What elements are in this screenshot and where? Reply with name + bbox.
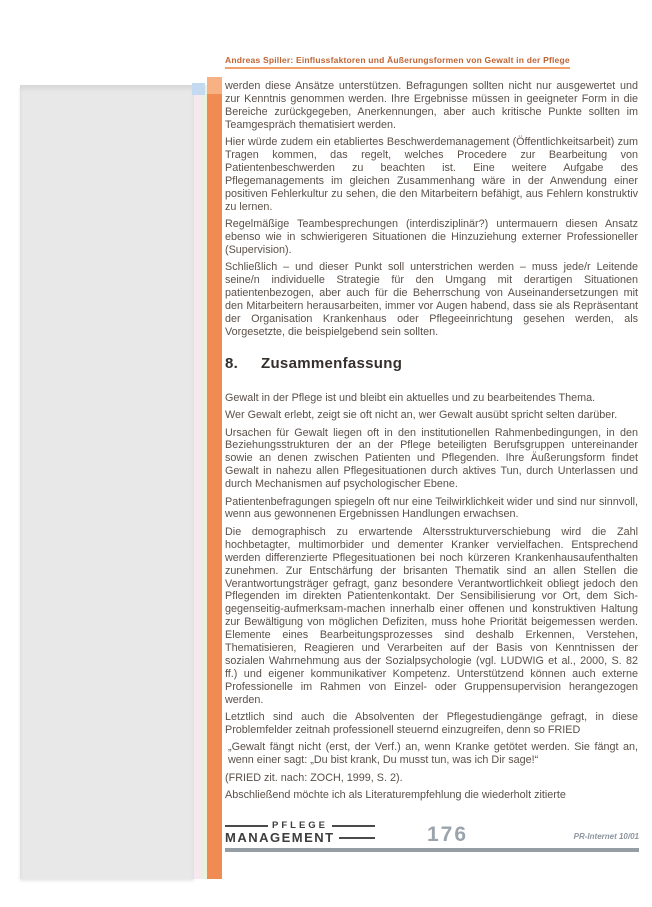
section-heading — [225, 355, 638, 372]
body-paragraph: Schließlich – und dieser Punkt soll unterstrichen werden – muss jede/r Leitende seine/n individuelle Strategie für den Umgang mit derartigen Situationen patientenbezogen, aber auch für die Beherrschung von Auseinandersetzungen mit den Mitarbeitern herausarbeiten, immer vor Augen habend, dass sie als Repräsentant der Organisation Krankenhaus oder Pflegeeinrichtung gesehen werden, als Vorgesetzte, die beispielgebend sein sollten. — [225, 261, 638, 338]
running-header — [225, 55, 638, 69]
citation-line: (FRIED zit. nach: ZOCH, 1999, S. 2). — [225, 771, 403, 784]
logo-word-pflege: PFLEGE — [272, 820, 329, 831]
body-paragraph: Letztlich sind auch die Absolventen der Pflegestudiengänge gefragt, in diese Problemfelder zeitnah professionell steuernd einzugreifen, denn so FRIED — [225, 711, 638, 736]
running-header-text: Andreas Spiller: Einflussfaktoren und Äußerungsformen von Gewalt in der Pflege — [225, 55, 570, 69]
body-paragraph: Abschließend möchte ich als Literaturempfehlung die wiederholt zitierte — [225, 789, 566, 802]
section-number: 8. — [225, 354, 239, 372]
body-paragraph: Regelmäßige Teambesprechungen (interdisziplinär?) untermauern diesen Ansatz ebenso wie in schwierigeren Situationen die Hinzuziehung externer Professioneller (Supervision). — [225, 218, 638, 256]
logo-line-2 — [225, 830, 375, 845]
page-footer — [225, 820, 639, 852]
pflege-management-logo — [225, 820, 375, 845]
logo-rule-left — [225, 825, 268, 827]
page-number: 176 — [427, 823, 469, 846]
logo-word-management: MANAGEMENT — [225, 830, 335, 845]
quote-paragraph: „Gewalt fängt nicht (erst, der Verf.) an, wenn Kranke getötet werden. Sie fängt an, wenn einer sagt: „Du bist krank, Du musst tun, was ich Dir sage!“ — [228, 741, 638, 767]
logo-rule-right — [332, 825, 375, 827]
orange-margin-bar — [207, 77, 222, 879]
article-column — [225, 55, 638, 807]
body-paragraph: Die demographisch zu erwartende Altersstrukturverschiebung wird die Zahl hochbetagter, multimorbider und dementer Kranker vervielfachen. Entsprechend werden differenzierte Pflegesituationen bei noch kürzeren Krankenhausaufenthalten zunehmen. Zur Entschärfung der brisanten Thematik sind an allen Stellen die Verantwortungsträger gefragt, ganz besondere Verantwortlichkeit obliegt jedoch den Pflegenden im direkten Patientenkontakt. Der Sensibilisierung vor Ort, dem Sich-gegenseitig-aufmerksam-machen innerhalb einer offenen und konstruktiven Haltung zur Bewältigung von möglichen Defiziten, muss hohe Priorität beigemessen werden. Elemente eines Bearbeitungsprozesses sind deshalb Erkennen, Verstehen, Thematisieren, Reagieren und Verarbeiten auf der Basis von Kenntnissen der sozialen Wahrnehmung aus der Sozialpsychologie (vgl. LUDWIG et al., 2000, S. 82 ff.) und eigener kommunikativer Kompetenz. Unterstützend können auch externe Professionelle im Rahmen von Einzel- oder Gruppensupervision herangezogen werden. — [225, 525, 638, 706]
left-gray-scan-band — [20, 85, 194, 879]
orange-margin-bar-cap — [207, 77, 222, 94]
blue-scan-chip — [192, 83, 205, 95]
logo-rule-tail — [339, 837, 375, 839]
body-paragraph: Patientenbefragungen spiegeln oft nur eine Teilwirklichkeit wider und sind nur sinnvoll, wenn aus gewonnenen Ergebnissen Handlungen erwachsen. — [225, 495, 638, 521]
footer-rule — [225, 848, 639, 852]
section-title: Zusammenfassung — [261, 354, 403, 372]
journal-reference: PR-Internet 10/01 — [573, 832, 639, 841]
body-paragraph: Gewalt in der Pflege ist und bleibt ein aktuelles und zu bearbeitendes Thema. — [225, 391, 596, 404]
footer-row — [225, 820, 639, 845]
body-paragraph: Ursachen für Gewalt liegen oft in den institutionellen Rahmenbedingungen, in den Beziehungsstrukturen der an der Pflege beteiligten Berufsgruppen untereinander sowie an denen zwischen Patienten und Pflegenden. Ihre Äußerungsform findet Gewalt in nahezu allen Pflegesituationen durch aktives Tun, durch Unterlassen und durch Mechanismen auf psychologischer Ebene. — [225, 426, 638, 491]
body-paragraph: Hier würde zudem ein etabliertes Beschwerdemanagement (Öffentlichkeitsarbeit) zum Tragen kommen, das regelt, welches Procedere zur Bearbeitung von Patientenbeschwerden zu beachten ist. Eine weitere Aufgabe des Pflegemanagements im gleichen Zusammenhang wäre in der Anwendung einer positiven Fehlerkultur zu sehen, die den Mitarbeitern befähigt, aus Fehlern konstruktiv zu lernen. — [225, 136, 638, 213]
pink-scan-fringe — [194, 85, 201, 879]
article-body — [225, 80, 638, 802]
body-paragraph: Wer Gewalt erlebt, zeigt sie oft nicht an, wer Gewalt ausübt spricht selten darüber. — [225, 409, 618, 422]
body-paragraph: werden diese Ansätze unterstützen. Befragungen sollten nicht nur ausgewertet und zur Kenntnis genommen werden. Ihre Ergebnisse müssen in geeigneter Form in die Bereiche zurückgegeben, Anerkennungen, aber auch kritische Punkte sollten im Teamgespräch thematisiert werden. — [225, 80, 638, 131]
